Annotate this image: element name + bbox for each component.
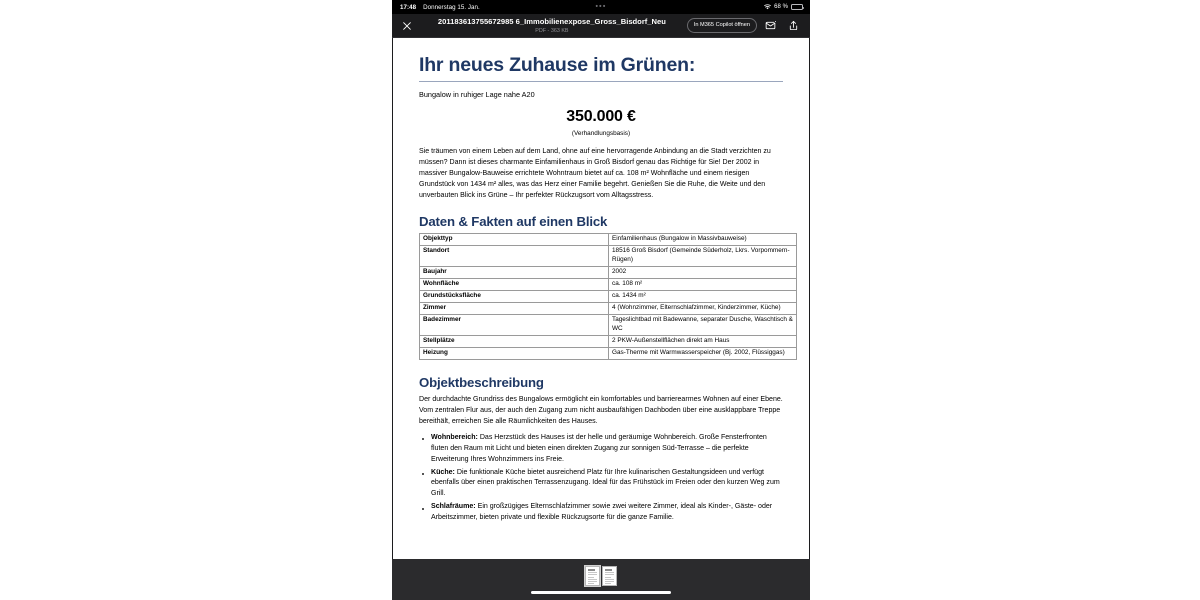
fact-value: Gas-Therme mit Warmwasserspeicher (Bj. 2002, Flüssiggas)	[609, 348, 797, 360]
page-thumbnails	[585, 566, 617, 586]
open-in-m365-copilot-button[interactable]: In M365 Copilot öffnen	[687, 18, 757, 33]
status-bar-dots: •••	[595, 3, 607, 11]
intro-paragraph: Sie träumen von einem Leben auf dem Land, ohne auf eine hervorragende Anbindung an die Stadt verzichten zu müssen? Dann ist dieses charmante Einfamilienhaus in Groß Bisdorf genau das Richtige für Sie! Der 2002 in massiver Bungalow-Bauweise errichtete Wohntraum bietet auf ca. 108 m² Wohnfläche und einem riesigen Grundstück von 1434 m² alles, was das Herz einer Familie begehrt. Genießen Sie die Ruhe, die Weite und den unverbauten Blick ins Grüne – Ihr perfekter Rückzugsort vom Alltagsstress.	[419, 148, 771, 199]
status-bar-date: Donnerstag 15. Jan.	[423, 3, 480, 11]
fact-key: Heizung	[420, 348, 609, 360]
page-thumbnail[interactable]	[585, 566, 600, 586]
fact-value: 18516 Groß Bisdorf (Gemeinde Süderholz, Lkrs. Vorpommern-Rügen)	[609, 246, 797, 267]
table-row	[420, 291, 797, 303]
pdf-page[interactable]	[393, 38, 809, 559]
wifi-icon	[764, 4, 771, 10]
table-row	[420, 348, 797, 360]
list-item-text: Die funktionale Küche bietet ausreichend Platz für Ihre kulinarischen Gestaltungsideen und verfügt ebenfalls über einen praktischen Terrassenzugang. Ideal für das Frühstück im Freien oder den kurzen Weg zum Grill.	[431, 468, 780, 498]
description-paragraph: Der durchdachte Grundriss des Bungalows ermöglicht ein komfortables und barrierearmes Wohnen auf einer Ebene. Vom zentralen Flur aus, der auch den Zugang zum nicht ausbaufähigen Dachboden über eine ausklappbare Treppe bereithält, erreichen Sie alle Räumlichkeiten des Hauses.	[419, 395, 783, 425]
fact-key: Wohnfläche	[420, 279, 609, 291]
price-value: 350.000 €	[566, 108, 636, 126]
app-top-bar	[392, 14, 810, 38]
fact-key: Grundstücksfläche	[420, 291, 609, 303]
fact-value: 2 PKW-Außenstellflächen direkt am Haus	[609, 336, 797, 348]
facts-table	[419, 233, 797, 360]
markup-mail-icon[interactable]	[761, 16, 780, 35]
home-indicator[interactable]	[531, 591, 671, 594]
list-item	[419, 468, 783, 501]
fact-key: Zimmer	[420, 303, 609, 315]
fact-key: Standort	[420, 246, 609, 267]
table-row	[420, 279, 797, 291]
table-row	[420, 234, 797, 246]
page-thumbnail-bar	[392, 559, 810, 600]
close-icon[interactable]	[397, 16, 417, 36]
status-bar	[392, 0, 810, 14]
notification-badge	[774, 20, 777, 23]
pdf-viewer-app	[392, 0, 810, 600]
list-item-label: Wohnbereich:	[431, 433, 478, 441]
facts-heading: Daten & Fakten auf einen Blick	[419, 214, 608, 230]
fact-key: Badezimmer	[420, 315, 609, 336]
description-heading: Objektbeschreibung	[419, 375, 544, 391]
document-info	[417, 17, 687, 35]
fact-key: Objekttyp	[420, 234, 609, 246]
fact-value: ca. 1434 m²	[609, 291, 797, 303]
fact-key: Baujahr	[420, 267, 609, 279]
list-item-text: Ein großzügiges Elternschlafzimmer sowie zwei weitere Zimmer, ideal als Kinder-, Gäste- oder Arbeitszimmer, bieten private und flexible Rückzugsorte für die ganze Familie.	[431, 503, 773, 522]
list-item-text: Das Herzstück des Hauses ist der helle und geräumige Wohnbereich. Große Fensterfronten fluten den Raum mit Licht und bieten einen direkten Zugang zur sonnigen Süd-Terrasse – die perfekte Erweiterung Ihres Wohnzimmers ins Freie.	[431, 433, 767, 463]
list-item	[419, 433, 783, 466]
fact-value: ca. 108 m²	[609, 279, 797, 291]
facts-table-body	[420, 234, 797, 360]
fact-value: Tageslichtbad mit Badewanne, separater Dusche, Waschtisch & WC	[609, 315, 797, 336]
table-row	[420, 267, 797, 279]
battery-percent-label: 68 %	[774, 4, 788, 10]
document-file-name: 201183613755672985 6_Immobilienexpose_Gross_Bisdorf_Neu	[437, 16, 666, 26]
list-item-label: Küche:	[431, 468, 455, 476]
list-item-label: Schlafräume:	[431, 503, 476, 511]
table-row	[420, 336, 797, 348]
fact-key: Stellplätze	[420, 336, 609, 348]
fact-value: 2002	[609, 267, 797, 279]
price-note: (Verhandlungsbasis)	[571, 130, 631, 138]
page-thumbnail[interactable]	[602, 566, 617, 586]
fact-value: Einfamilienhaus (Bungalow in Massivbauweise)	[609, 234, 797, 246]
table-row	[420, 315, 797, 336]
fact-value: 4 (Wohnzimmer, Elternschlafzimmer, Kinderzimmer, Küche)	[609, 303, 797, 315]
battery-icon	[791, 4, 803, 10]
share-icon[interactable]	[784, 16, 803, 35]
page-title: Ihr neues Zuhause im Grünen:	[419, 54, 783, 82]
document-file-meta: PDF - 363 KB	[535, 27, 569, 34]
list-item	[419, 502, 783, 524]
table-row	[420, 303, 797, 315]
table-row	[420, 246, 797, 267]
status-bar-indicators	[764, 4, 803, 10]
feature-bullet-list	[419, 433, 783, 524]
status-bar-time: 17:48	[400, 3, 417, 11]
document-subtitle: Bungalow in ruhiger Lage nahe A20	[419, 90, 535, 100]
